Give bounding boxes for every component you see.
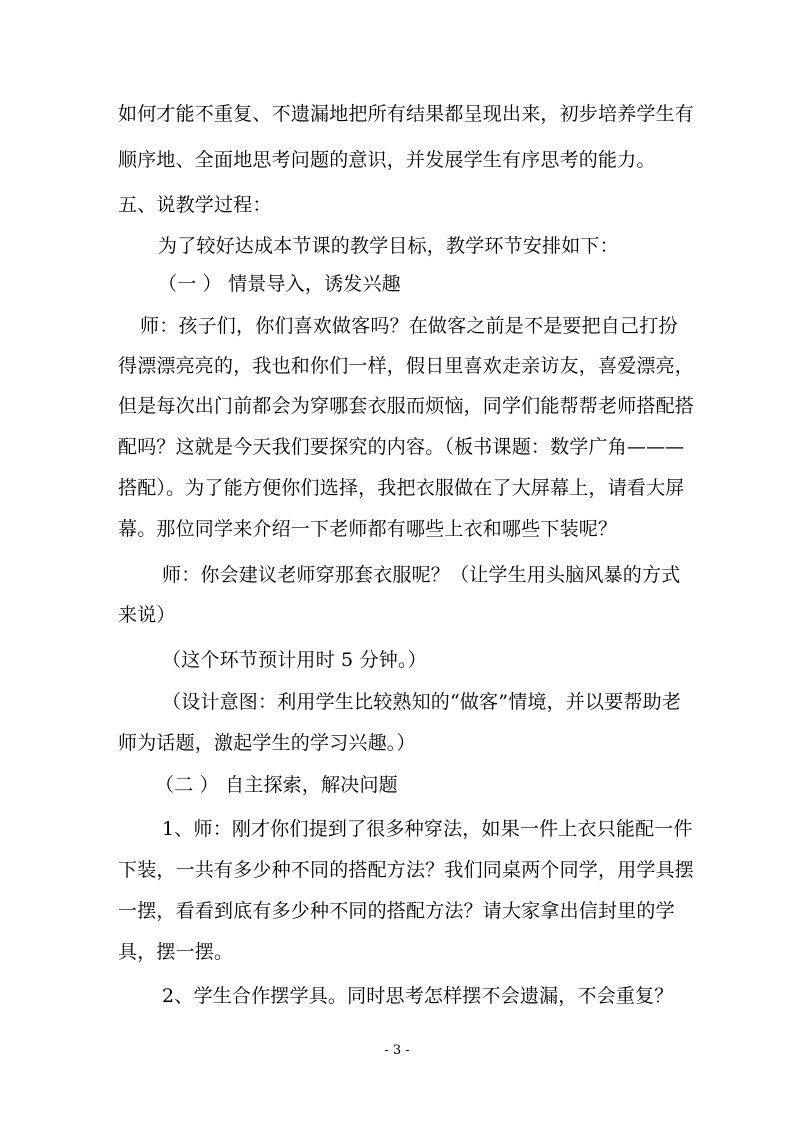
- text-line: 但是每次出门前都会为穿哪套衣服而烦恼，同学们能帮帮老师搭配搭: [118, 395, 695, 417]
- section-heading: 五、说教学过程：: [118, 194, 272, 216]
- text-line: 师为话题，激起学生的学习兴趣。）: [118, 732, 416, 754]
- text-line: 具，摆一摆。: [118, 941, 234, 963]
- text-line: 下装，一共有多少种不同的搭配方法？我们同桌两个同学，用学具摆: [118, 859, 695, 881]
- text-line: 搭配）。为了能方便你们选择，我把衣服做在了大屏幕上，请看大屏: [118, 477, 685, 499]
- text-line: （这个环节预计用时 5 分钟。）: [162, 649, 427, 671]
- page-number: - 3 -: [384, 1043, 410, 1058]
- text-line: 1、师：刚才你们提到了很多种穿法，如果一件上衣只能配一件: [162, 818, 693, 840]
- text-line: 得漂漂亮亮的，我也和你们一样，假日里喜欢走亲访友，喜爱漂亮，: [118, 355, 695, 377]
- text-line: 2、学生合作摆学具。同时思考怎样摆不会遗漏，不会重复？: [162, 985, 674, 1007]
- text-line: 来说）: [118, 604, 176, 626]
- text-line: 一摆，看看到底有多少种不同的搭配方法？请大家拿出信封里的学: [118, 900, 675, 922]
- text-line: 如何才能不重复、不遗漏地把所有结果都呈现出来，初步培养学生有: [118, 103, 695, 125]
- text-line: 顺序地、全面地思考问题的意识，并发展学生有序思考的能力。: [118, 149, 656, 171]
- text-line: 师：孩子们，你们喜欢做客吗？在做客之前是不是要把自己打扮: [140, 315, 678, 337]
- text-line: 师：你会建议老师穿那套衣服呢？（让学生用头脑风暴的方式: [162, 564, 681, 586]
- subsection-heading: （一 ） 情景导入，诱发兴趣: [158, 273, 401, 295]
- subsection-heading: （二 ） 自主探索，解决问题: [155, 774, 398, 796]
- text-line: （设计意图：利用学生比较熟知的“做客”情境，并以要帮助老: [162, 691, 682, 713]
- text-line: 为了较好达成本节课的教学目标，教学环节安排如下：: [158, 235, 619, 257]
- text-line: 配吗？这就是今天我们要探究的内容。（板书课题：数学广角———: [118, 436, 685, 458]
- text-line: 幕。那位同学来介绍一下老师都有哪些上衣和哪些下装呢？: [118, 518, 618, 540]
